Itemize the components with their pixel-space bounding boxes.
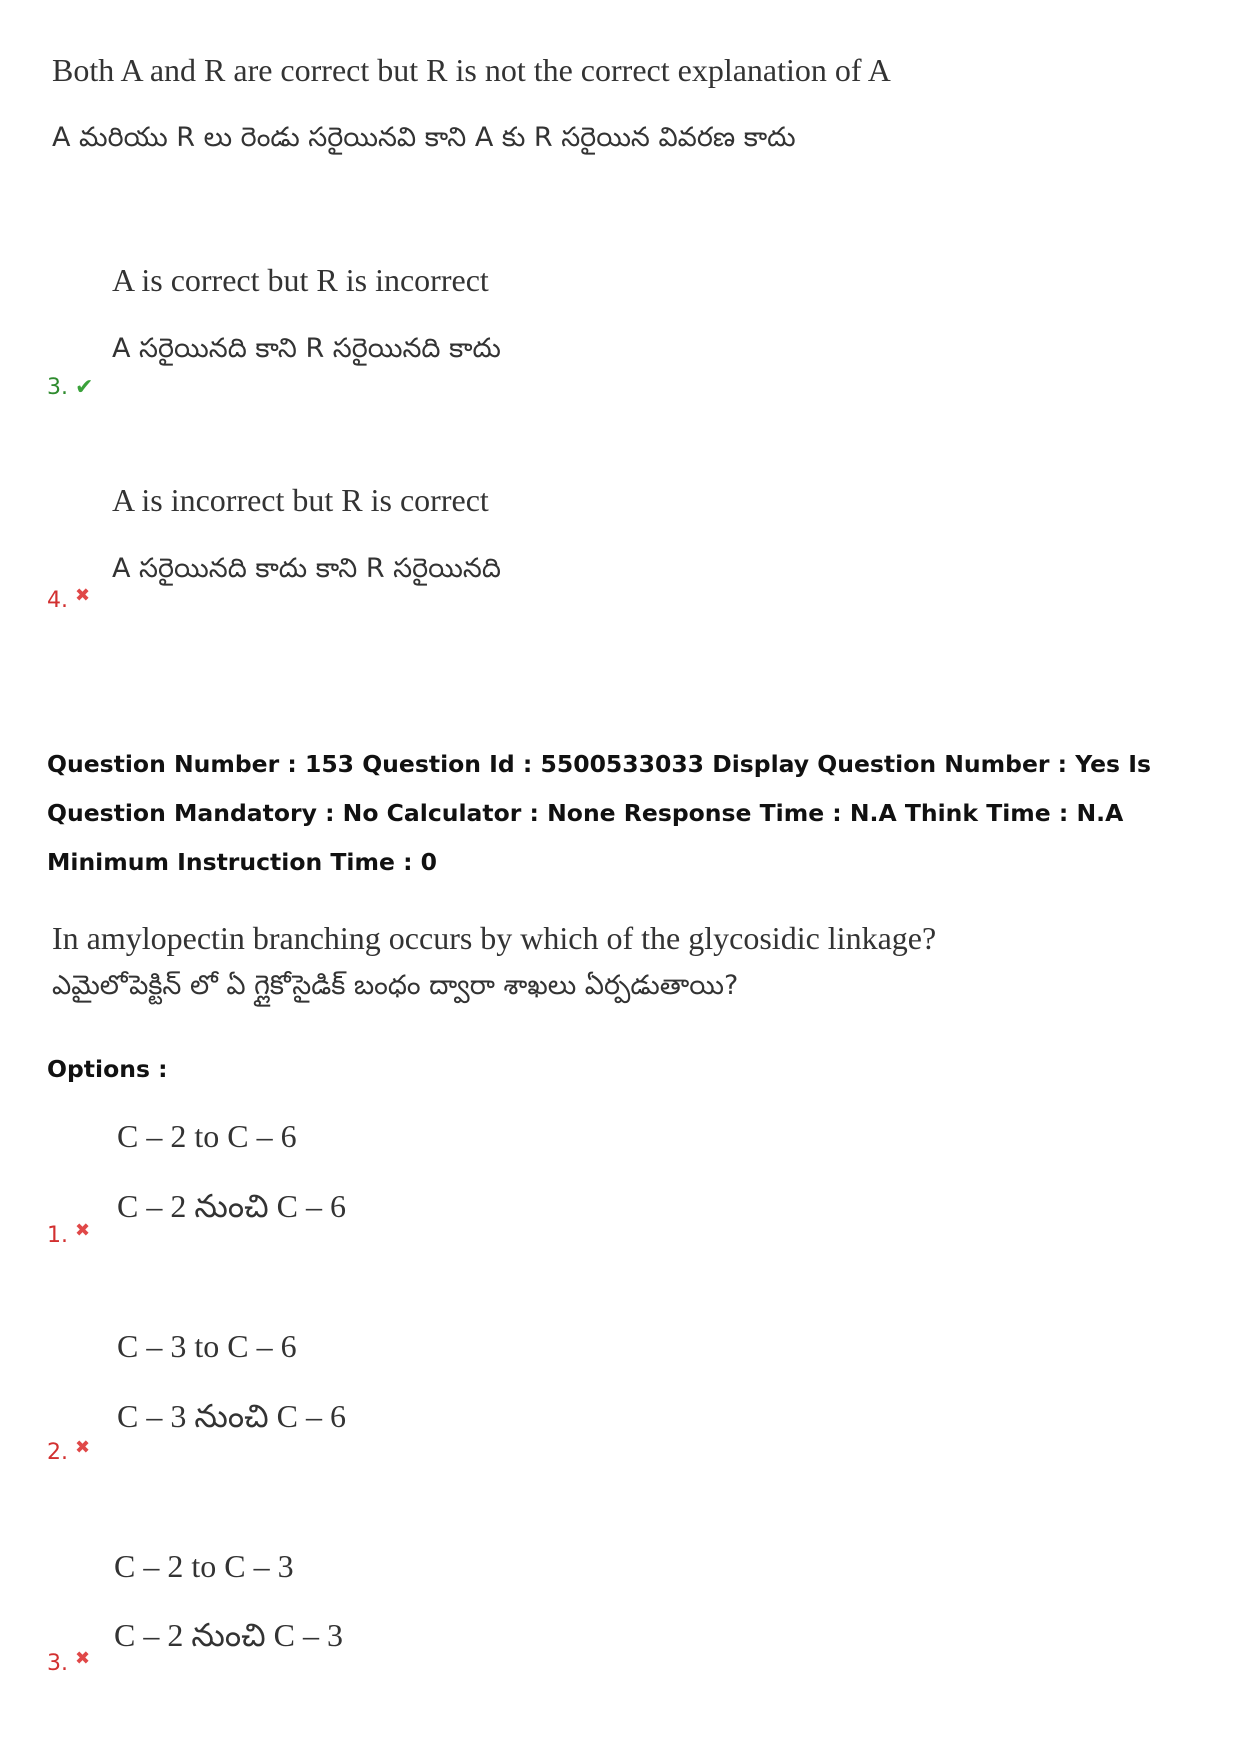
option3-marker — [47, 1648, 90, 1676]
cross-icon: ✖ — [75, 1437, 91, 1458]
prev-option2-text-en: Both A and R are correct but R is not the correct explanation of A — [52, 52, 891, 88]
option2-text-te: C – 3 నుంచి C – 6 — [117, 1398, 346, 1434]
option3-number: 3. — [47, 1651, 68, 1676]
option3-text-te: C – 2 నుంచి C – 3 — [114, 1617, 343, 1653]
option1-text-te: C – 2 నుంచి C – 6 — [117, 1188, 346, 1224]
prev-option4-text-te: A సరైయినది కాదు కాని R సరైయినది — [112, 553, 501, 584]
prev-option4-marker — [47, 585, 90, 613]
prev-option2-text-te: A మరియు R లు రెండు సరైయినవి కాని A కు R సరైయిన వివరణ కాదు — [52, 122, 796, 153]
option1-text-en: C – 2 to C – 6 — [117, 1118, 297, 1154]
option2-number: 2. — [47, 1440, 68, 1465]
check-icon: ✔ — [75, 375, 94, 400]
prev-option3-number: 3. — [47, 375, 68, 400]
option2-marker — [47, 1437, 90, 1465]
cross-icon: ✖ — [75, 585, 91, 606]
question-meta: Question Number : 153 Question Id : 5500533033 Display Question Number : Yes Is Question Mandatory : No Calculator : None Response Time : N.A Think Time : N.A Minimum Instruction Time : 0 — [47, 750, 1151, 876]
cross-icon: ✖ — [75, 1220, 91, 1241]
options-label: Options : — [47, 1055, 168, 1083]
option1-marker — [47, 1220, 90, 1248]
cross-icon: ✖ — [75, 1648, 91, 1669]
question-text-en: In amylopectin branching occurs by which of the glycosidic linkage? — [52, 920, 937, 956]
option3-text-en: C – 2 to C – 3 — [114, 1548, 294, 1584]
prev-option4-number: 4. — [47, 588, 68, 613]
option1-number: 1. — [47, 1223, 68, 1248]
prev-option3-text-te: A సరైయినది కాని R సరైయినది కాదు — [112, 333, 501, 364]
question-text-te: ఎమైలోపెక్టిన్ లో ఏ గ్లైకోసైడిక్ బంధం ద్వారా శాఖలు ఏర్పడుతాయి? — [52, 970, 739, 1001]
prev-option4-text-en: A is incorrect but R is correct — [112, 482, 489, 518]
prev-option3-marker — [47, 375, 93, 400]
option2-text-en: C – 3 to C – 6 — [117, 1328, 297, 1364]
prev-option3-text-en: A is correct but R is incorrect — [112, 262, 489, 298]
